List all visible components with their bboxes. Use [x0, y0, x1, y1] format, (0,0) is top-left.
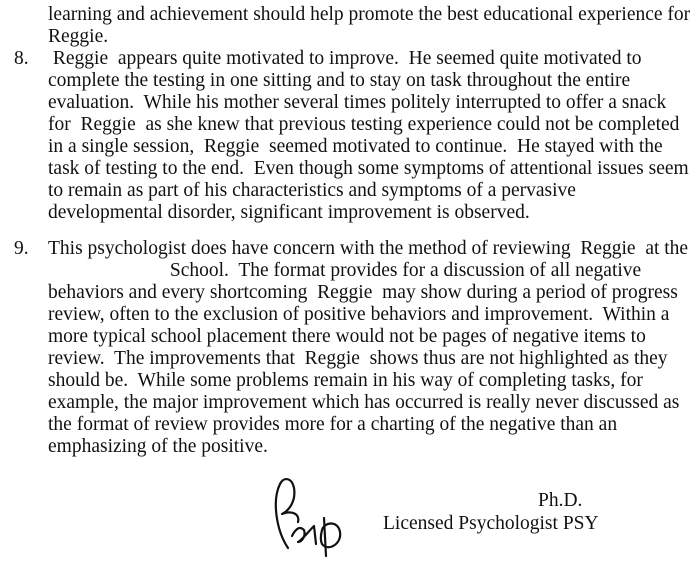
item-number: 9.: [14, 238, 29, 259]
item-line: review. The improvements that Reggie shows thus are not highlighted as they: [48, 348, 668, 369]
item-number: 8.: [14, 48, 29, 69]
intro-line: Reggie.: [48, 26, 109, 47]
item-line: in a single session, Reggie seemed motivated to continue. He stayed with the: [48, 136, 663, 157]
item-line: more typical school placement there would not be pages of negative items to: [48, 326, 646, 347]
item-line: task of testing to the end. Even though some symptoms of attentional issues seem: [48, 158, 689, 179]
item-line: to remain as part of his characteristics and symptoms of a pervasive: [48, 180, 576, 201]
item-line: developmental disorder, significant improvement is observed.: [48, 202, 530, 223]
item-line: for Reggie as she knew that previous testing experience could not be completed: [48, 114, 680, 135]
item-line: emphasizing of the positive.: [48, 436, 268, 457]
item-line: Reggie appears quite motivated to improve. He seemed quite motivated to: [48, 48, 642, 69]
handwritten-signature: [266, 470, 356, 560]
item-line: evaluation. While his mother several times politely interrupted to offer a snack: [48, 92, 667, 113]
item-line: the format of review provides more for a charting of the negative than an: [48, 414, 618, 435]
signature-title: Licensed Psychologist PSY: [383, 513, 599, 534]
item-line: This psychologist does have concern with the method of reviewing Reggie at the: [48, 238, 689, 259]
item-line: behaviors and every shortcoming Reggie may show during a period of progress: [48, 282, 678, 303]
item-line: School. The format provides for a discussion of all negative: [48, 260, 642, 281]
item-line: complete the testing in one sitting and to stay on task throughout the entire: [48, 70, 631, 91]
item-line: review, often to the exclusion of positive behaviors and improvement. Within a: [48, 304, 670, 325]
item-line: example, the major improvement which has occurred is really never discussed as: [48, 392, 680, 413]
signature-degree: Ph.D.: [538, 490, 583, 511]
item-line: should be. While some problems remain in his way of completing tasks, for: [48, 370, 643, 391]
intro-line: learning and achievement should help promote the best educational experience for: [48, 4, 691, 25]
